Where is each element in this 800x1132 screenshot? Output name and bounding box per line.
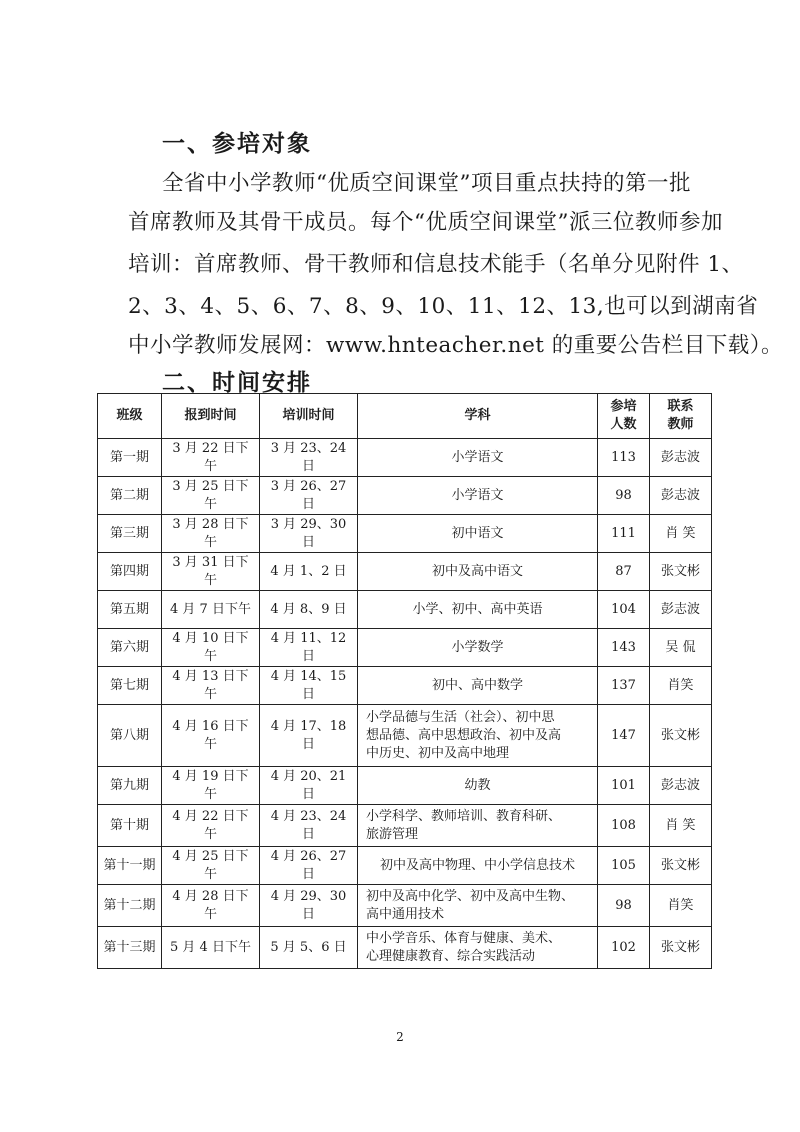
cell-subject — [358, 805, 598, 847]
table-row — [98, 885, 712, 927]
cell-subject — [358, 477, 598, 515]
cell-class: 第十一期 — [98, 847, 162, 885]
cell-report-time: 4 月 25 日下午 — [162, 847, 260, 885]
cell-class: 第七期 — [98, 667, 162, 705]
cell-training-time: 4 月 8、9 日 — [260, 591, 358, 629]
subject-line: 想品德、高中思想政治、初中及高 — [366, 727, 562, 743]
cell-report-time: 4 月 10 日下午 — [162, 629, 260, 667]
cell-training-time: 3 月 26、27 日 — [260, 477, 358, 515]
subject-line: 旅游管理 — [366, 826, 419, 842]
cell-class: 第十三期 — [98, 927, 162, 969]
table-row — [98, 477, 712, 515]
cell-class: 第六期 — [98, 629, 162, 667]
cell-teacher: 张文彬 — [650, 553, 712, 591]
cell-report-time: 4 月 7 日下午 — [162, 591, 260, 629]
paragraph-line: 培训：首席教师、骨干教师和信息技术能手（名单分见附件 1、 — [128, 252, 744, 277]
subject-line: 幼教 — [464, 777, 491, 793]
header-count-line: 人数 — [610, 417, 637, 432]
cell-training-time: 3 月 29、30 日 — [260, 515, 358, 553]
cell-subject — [358, 553, 598, 591]
table-row — [98, 515, 712, 553]
cell-teacher: 肖 笑 — [650, 805, 712, 847]
cell-report-time: 4 月 19 日下午 — [162, 767, 260, 805]
table-row — [98, 767, 712, 805]
subject-line: 中历史、初中及高中地理 — [366, 745, 510, 761]
cell-training-time: 4 月 29、30 日 — [260, 885, 358, 927]
cell-training-time: 4 月 26、27 日 — [260, 847, 358, 885]
subject-line: 中小学音乐、体育与健康、美术、 — [366, 930, 562, 946]
cell-teacher: 张文彬 — [650, 847, 712, 885]
cell-count: 98 — [598, 885, 650, 927]
cell-teacher: 张文彬 — [650, 705, 712, 767]
section-heading-schedule: 二、时间安排 — [162, 370, 312, 396]
subject-line: 初中及高中化学、初中及高中生物、 — [366, 888, 575, 904]
cell-class: 第十二期 — [98, 885, 162, 927]
table-row — [98, 847, 712, 885]
subject-line: 小学品德与生活（社会）、初中思 — [366, 709, 555, 725]
cell-class: 第八期 — [98, 705, 162, 767]
cell-report-time: 4 月 16 日下午 — [162, 705, 260, 767]
paragraph-line: 2、3、4、5、6、7、8、9、10、11、12、13,也可以到湖南省 — [128, 294, 759, 319]
paragraph-line: 中小学教师发展网：www.hnteacher.net 的重要公告栏目下载）。 — [128, 333, 784, 358]
cell-subject — [358, 439, 598, 477]
cell-subject — [358, 847, 598, 885]
cell-teacher: 肖笑 — [650, 885, 712, 927]
cell-report-time: 4 月 28 日下午 — [162, 885, 260, 927]
table-header-row — [98, 394, 712, 439]
subject-line: 高中通用技术 — [366, 906, 445, 922]
cell-class: 第五期 — [98, 591, 162, 629]
header-teacher-line: 联系 — [667, 399, 694, 414]
cell-training-time: 3 月 23、24 日 — [260, 439, 358, 477]
table-row — [98, 591, 712, 629]
subject-line: 小学科学、教师培训、教育科研、 — [366, 808, 562, 824]
cell-count: 137 — [598, 667, 650, 705]
cell-subject — [358, 591, 598, 629]
header-teacher — [650, 394, 712, 439]
cell-teacher: 吴 侃 — [650, 629, 712, 667]
cell-teacher: 张文彬 — [650, 927, 712, 969]
cell-training-time: 4 月 23、24 日 — [260, 805, 358, 847]
subject-line: 初中语文 — [451, 525, 504, 541]
subject-line: 小学语文 — [451, 449, 504, 465]
cell-subject — [358, 767, 598, 805]
cell-subject — [358, 515, 598, 553]
cell-count: 105 — [598, 847, 650, 885]
cell-report-time: 5 月 4 日下午 — [162, 927, 260, 969]
cell-count: 113 — [598, 439, 650, 477]
table-row — [98, 667, 712, 705]
subject-line: 小学、初中、高中英语 — [412, 601, 543, 617]
subject-line: 初中及高中语文 — [431, 563, 523, 579]
cell-class: 第九期 — [98, 767, 162, 805]
table-row — [98, 553, 712, 591]
table-body — [98, 439, 712, 969]
cell-teacher: 肖笑 — [650, 667, 712, 705]
header-teacher-line: 教师 — [667, 417, 694, 432]
header-count-line: 参培 — [610, 399, 637, 414]
header-count — [598, 394, 650, 439]
cell-class: 第二期 — [98, 477, 162, 515]
cell-count: 87 — [598, 553, 650, 591]
header-training-time: 培训时间 — [260, 394, 358, 439]
cell-subject — [358, 927, 598, 969]
cell-teacher: 彭志波 — [650, 591, 712, 629]
table-row — [98, 805, 712, 847]
cell-subject — [358, 667, 598, 705]
header-report-time: 报到时间 — [162, 394, 260, 439]
paragraph-line: 全省中小学教师“优质空间课堂”项目重点扶持的第一批 — [162, 171, 691, 196]
subject-line: 小学语文 — [451, 487, 504, 503]
cell-report-time: 4 月 22 日下午 — [162, 805, 260, 847]
paragraph-line: 首席教师及其骨干成员。每个“优质空间课堂”派三位教师参加 — [128, 210, 723, 235]
table-row — [98, 927, 712, 969]
cell-teacher: 肖 笑 — [650, 515, 712, 553]
header-subject: 学科 — [358, 394, 598, 439]
cell-class: 第一期 — [98, 439, 162, 477]
cell-report-time: 3 月 31 日下午 — [162, 553, 260, 591]
cell-report-time: 3 月 25 日下午 — [162, 477, 260, 515]
section-heading-participants: 一、参培对象 — [162, 131, 312, 157]
cell-count: 101 — [598, 767, 650, 805]
cell-teacher: 彭志波 — [650, 767, 712, 805]
cell-report-time: 3 月 22 日下午 — [162, 439, 260, 477]
subject-line: 小学数学 — [451, 639, 504, 655]
table-row — [98, 439, 712, 477]
cell-count: 104 — [598, 591, 650, 629]
table-row — [98, 705, 712, 767]
cell-subject — [358, 885, 598, 927]
cell-training-time: 5 月 5、6 日 — [260, 927, 358, 969]
cell-training-time: 4 月 17、18 日 — [260, 705, 358, 767]
cell-training-time: 4 月 14、15 日 — [260, 667, 358, 705]
cell-class: 第四期 — [98, 553, 162, 591]
schedule-table — [97, 393, 712, 969]
cell-count: 143 — [598, 629, 650, 667]
cell-count: 98 — [598, 477, 650, 515]
cell-subject — [358, 705, 598, 767]
cell-count: 111 — [598, 515, 650, 553]
cell-class: 第十期 — [98, 805, 162, 847]
subject-line: 心理健康教育、综合实践活动 — [366, 948, 536, 964]
cell-class: 第三期 — [98, 515, 162, 553]
cell-count: 108 — [598, 805, 650, 847]
cell-count: 102 — [598, 927, 650, 969]
cell-count: 147 — [598, 705, 650, 767]
cell-report-time: 3 月 28 日下午 — [162, 515, 260, 553]
cell-report-time: 4 月 13 日下午 — [162, 667, 260, 705]
cell-subject — [358, 629, 598, 667]
subject-line: 初中及高中物理、中小学信息技术 — [379, 857, 575, 873]
subject-line: 初中、高中数学 — [431, 677, 523, 693]
cell-training-time: 4 月 11、12 日 — [260, 629, 358, 667]
page-number: 2 — [396, 1030, 404, 1044]
cell-training-time: 4 月 20、21 日 — [260, 767, 358, 805]
cell-training-time: 4 月 1、2 日 — [260, 553, 358, 591]
header-class: 班级 — [98, 394, 162, 439]
cell-teacher: 彭志波 — [650, 439, 712, 477]
table-row — [98, 629, 712, 667]
cell-teacher: 彭志波 — [650, 477, 712, 515]
